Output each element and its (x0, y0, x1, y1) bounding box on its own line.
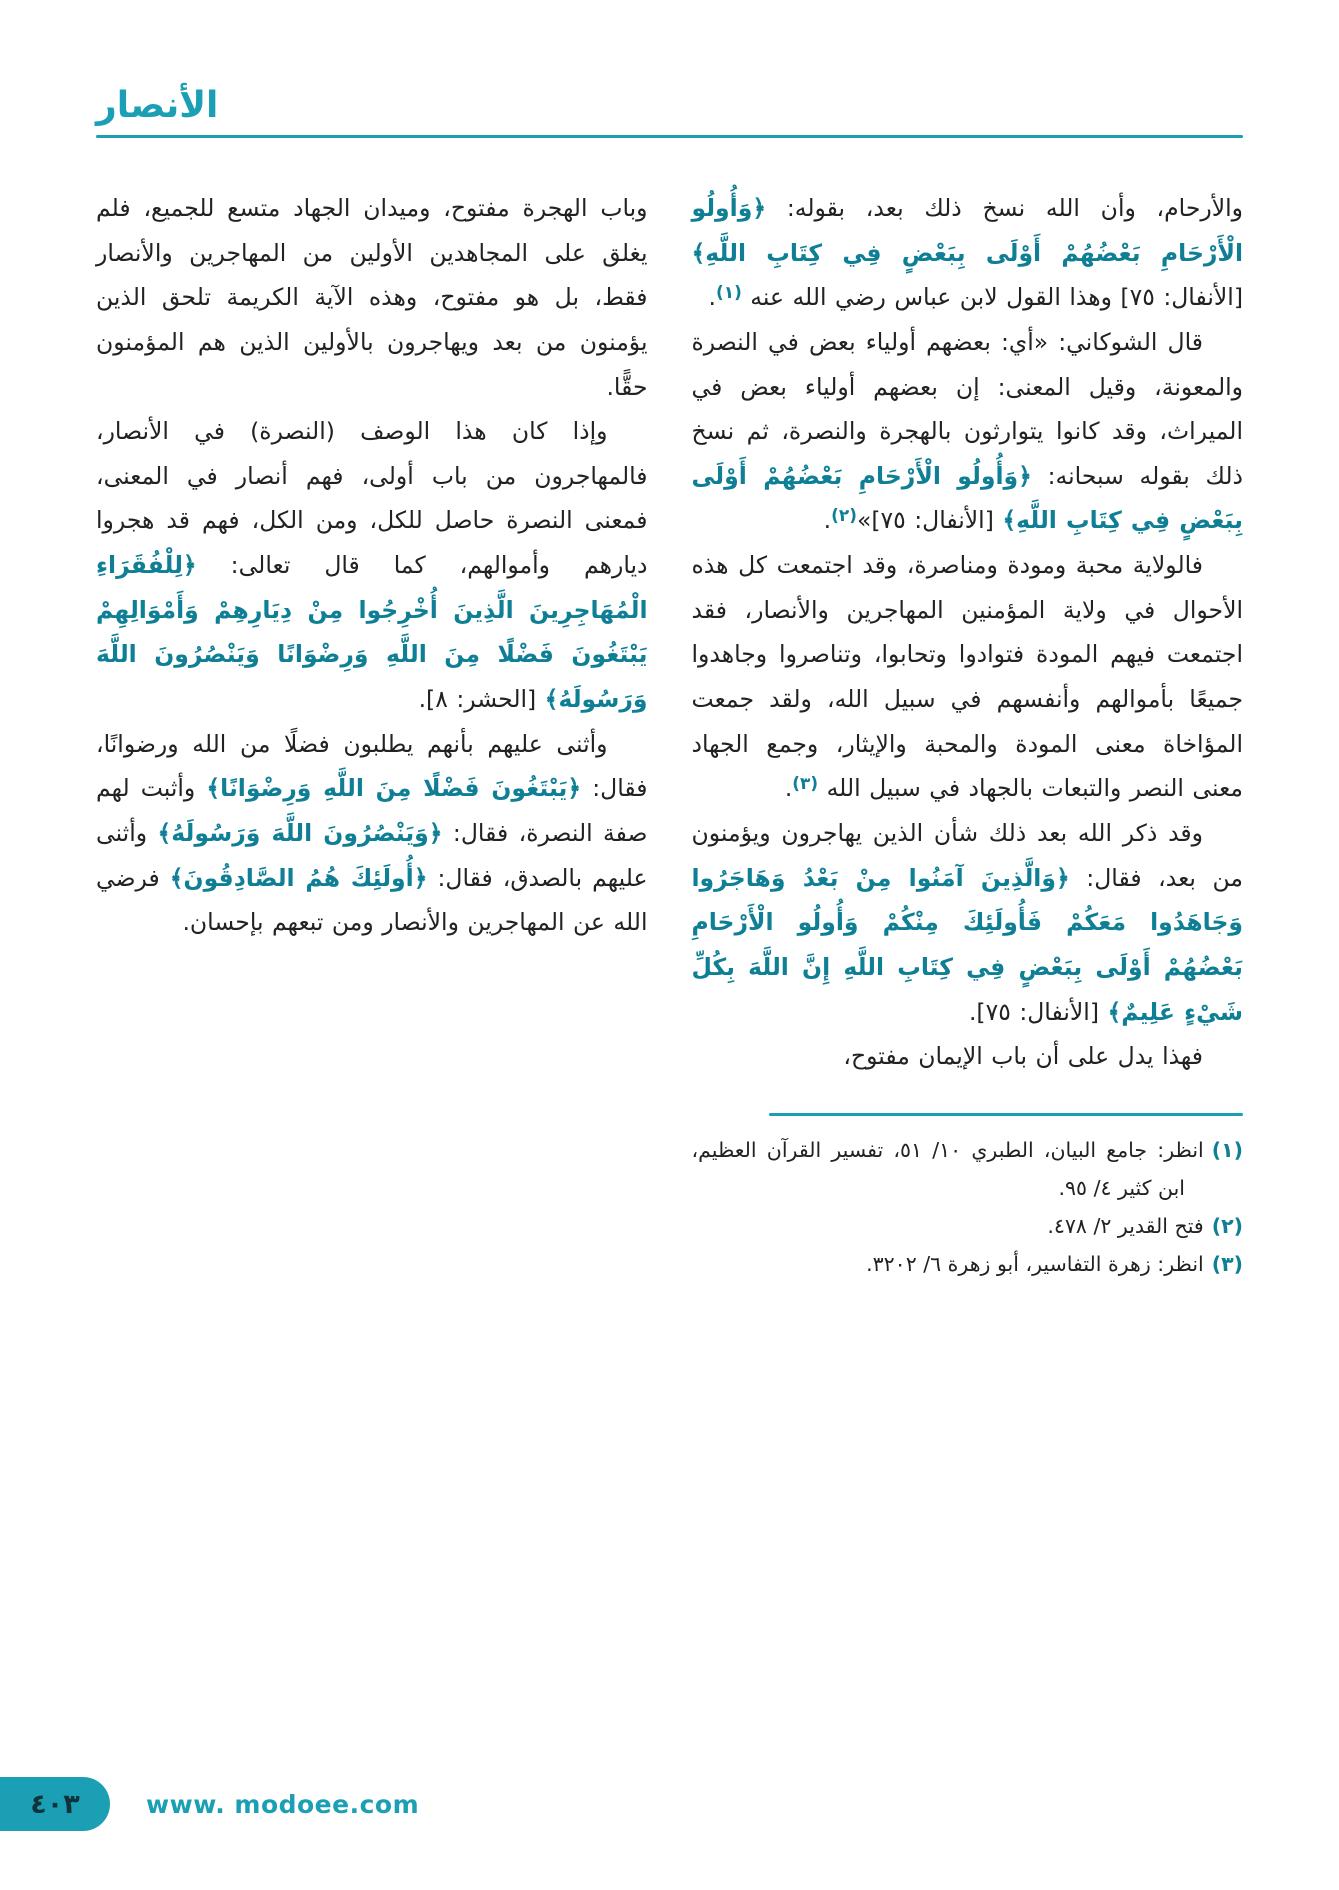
footnote-text: انظر: زهرة التفاسير، أبو زهرة ٦/ ٣٢٠٢. (866, 1251, 1204, 1276)
body-text: وإذا كان هذا الوصف (النصرة) في الأنصار، فالمهاجرون من باب أولى، فهم أنصار في المعنى، فمعنى النصرة حاصل للكل، ومن الكل، فهم قد هجروا ديارهم وأموالهم، كما قال تعالى: (96, 417, 648, 580)
column-left-paragraphs (96, 186, 648, 945)
body-text: وأثنى عليهم بأنهم يطلبون فضلًا من الله ورضوانًا، فقال: (96, 729, 648, 803)
quran-verse: ﴿وَأُولُو الْأَرْحَامِ بَعْضُهُمْ أَوْلَى بِبَعْضٍ فِي كِتَابِ اللَّهِ﴾ (691, 194, 1243, 267)
footnote-number: (٣) (1211, 1251, 1243, 1276)
column-right-paragraphs (692, 186, 1244, 1079)
paragraph (692, 543, 1244, 811)
quran-verse: ﴿يَبْتَغُونَ فَضْلًا مِنَ اللَّهِ وَرِضْوَانًا﴾ (206, 774, 582, 803)
running-head-title: الأنصار (96, 85, 219, 126)
footnotes-section (692, 1113, 1244, 1284)
quran-verse: ﴿وَيَنْصُرُونَ اللَّهَ وَرَسُولَهُ﴾ (157, 818, 443, 847)
footnote-text: انظر: جامع البيان، الطبري ١٠/ ٥١، تفسير القرآن العظيم، ابن كثير ٤/ ٩٥. (691, 1137, 1204, 1200)
body-text: . (784, 774, 793, 803)
body-text: . (708, 283, 716, 312)
quran-verse: ﴿وَالَّذِينَ آمَنُوا مِنْ بَعْدُ وَهَاجَرُوا وَجَاهَدُوا مَعَكُمْ فَأُولَئِكَ مِنْكُمْ وَأُولُو الْأَرْحَامِ بَعْضُهُمْ أَوْلَى بِبَعْضٍ فِي كِتَابِ اللَّهِ إِنَّ اللَّهَ بِكُلِّ شَيْءٍ عَلِيمٌ﴾ (691, 863, 1243, 1026)
footnote-item (692, 1132, 1244, 1208)
body-text: والأرحام، وأن الله نسخ ذلك بعد، بقوله: (766, 194, 1243, 222)
body-text: وقد ذكر الله بعد ذلك شأن الذين يهاجرون ويؤمنون من بعد، فقال: (691, 818, 1243, 892)
footnote-item (692, 1208, 1244, 1246)
page-header (96, 84, 1243, 138)
body-text: وباب الهجرة مفتوح، وميدان الجهاد متسع للجميع، فلم يغلق على المجاهدين الأولين من المهاجرين والأنصار فقط، بل هو مفتوح، وهذه الآية الكريمة تلحق الذين يؤمنون من بعد ويهاجرون بالأولين الذين هم المؤمنون حقًّا. (96, 194, 648, 401)
website-text: www. modoee.com (146, 1789, 420, 1819)
footnote-number: (٢) (1211, 1213, 1243, 1238)
column-right (692, 186, 1244, 1284)
footnote-divider (769, 1113, 1243, 1116)
page-number: ٤٠٣ (30, 1788, 80, 1820)
body-text: . (823, 506, 832, 535)
paragraph (692, 811, 1244, 1034)
header-divider (96, 135, 1243, 138)
body-text: وأثبت لهم صفة النصرة، فقال: (96, 774, 648, 847)
footnote-text: فتح القدير ٢/ ٤٧٨. (1047, 1213, 1204, 1238)
paragraph (96, 409, 648, 721)
footnote-ref: (٢) (831, 504, 857, 525)
paragraph (692, 186, 1244, 320)
body-text: [الأنفال: ٧٥]. (968, 997, 1108, 1026)
paragraph (96, 722, 648, 945)
body-text: قال الشوكاني: «أي: بعضهم أولياء بعض في النصرة والمعونة، وقيل المعنى: إن بعضهم أولياء بعض في الميراث، وقد كانوا يتوارثون بالهجرة والنصرة، ثم نسخ ذلك بقوله سبحانه: (691, 327, 1243, 490)
quran-verse: ﴿أُولَئِكَ هُمُ الصَّادِقُونَ﴾ (169, 863, 428, 892)
footnote-list (692, 1132, 1244, 1284)
column-left (96, 186, 648, 945)
footnote-ref: (١) (716, 281, 742, 302)
footnote-number: (١) (1211, 1137, 1243, 1162)
body-text: [الحشر: ٨]. (418, 685, 545, 714)
text-columns (96, 186, 1243, 1284)
paragraph (692, 320, 1244, 543)
body-text: [الأنفال: ٧٥]» (856, 506, 1003, 535)
quran-verse: ﴿وَأُولُو الْأَرْحَامِ بَعْضُهُمْ أَوْلَى بِبَعْضٍ فِي كِتَابِ اللَّهِ﴾ (691, 461, 1243, 535)
paragraph (96, 186, 648, 409)
body-text: فرضي الله عن المهاجرين والأنصار ومن تبعهم بإحسان. (96, 863, 648, 937)
page-number-pill (0, 1777, 110, 1831)
footnote-ref: (٣) (792, 772, 819, 793)
body-text: وأثنى عليهم بالصدق، فقال: (96, 818, 648, 892)
body-text: [الأنفال: ٧٥] وهذا القول لابن عباس رضي الله عنه (741, 283, 1243, 312)
body-text: فهذا يدل على أن باب الإيمان مفتوح، (843, 1042, 1203, 1071)
page-footer (0, 1776, 1339, 1832)
footnote-item (692, 1246, 1244, 1284)
quran-verse: ﴿لِلْفُقَرَاءِ الْمُهَاجِرِينَ الَّذِينَ أُخْرِجُوا مِنْ دِيَارِهِمْ وَأَمْوَالِهِمْ يَبْتَغُونَ فَضْلًا مِنَ اللَّهِ وَرِضْوَانًا وَيَنْصُرُونَ اللَّهَ وَرَسُولَهُ﴾ (96, 551, 648, 714)
paragraph (692, 1034, 1244, 1079)
body-text: فالولاية محبة ومودة ومناصرة، وقد اجتمعت كل هذه الأحوال في ولاية المؤمنين المهاجرين والأنصار، فقد اجتمعت فيهم المودة فتوادوا وتحابوا، وتناصروا وجاهدوا جميعًا بأموالهم وأنفسهم في سبيل الله، ولقد جمعت المؤاخاة معنى المودة والمحبة والإيثار، وجمع الجهاد معنى النصر والتبعات بالجهاد في سبيل الله (691, 551, 1243, 803)
